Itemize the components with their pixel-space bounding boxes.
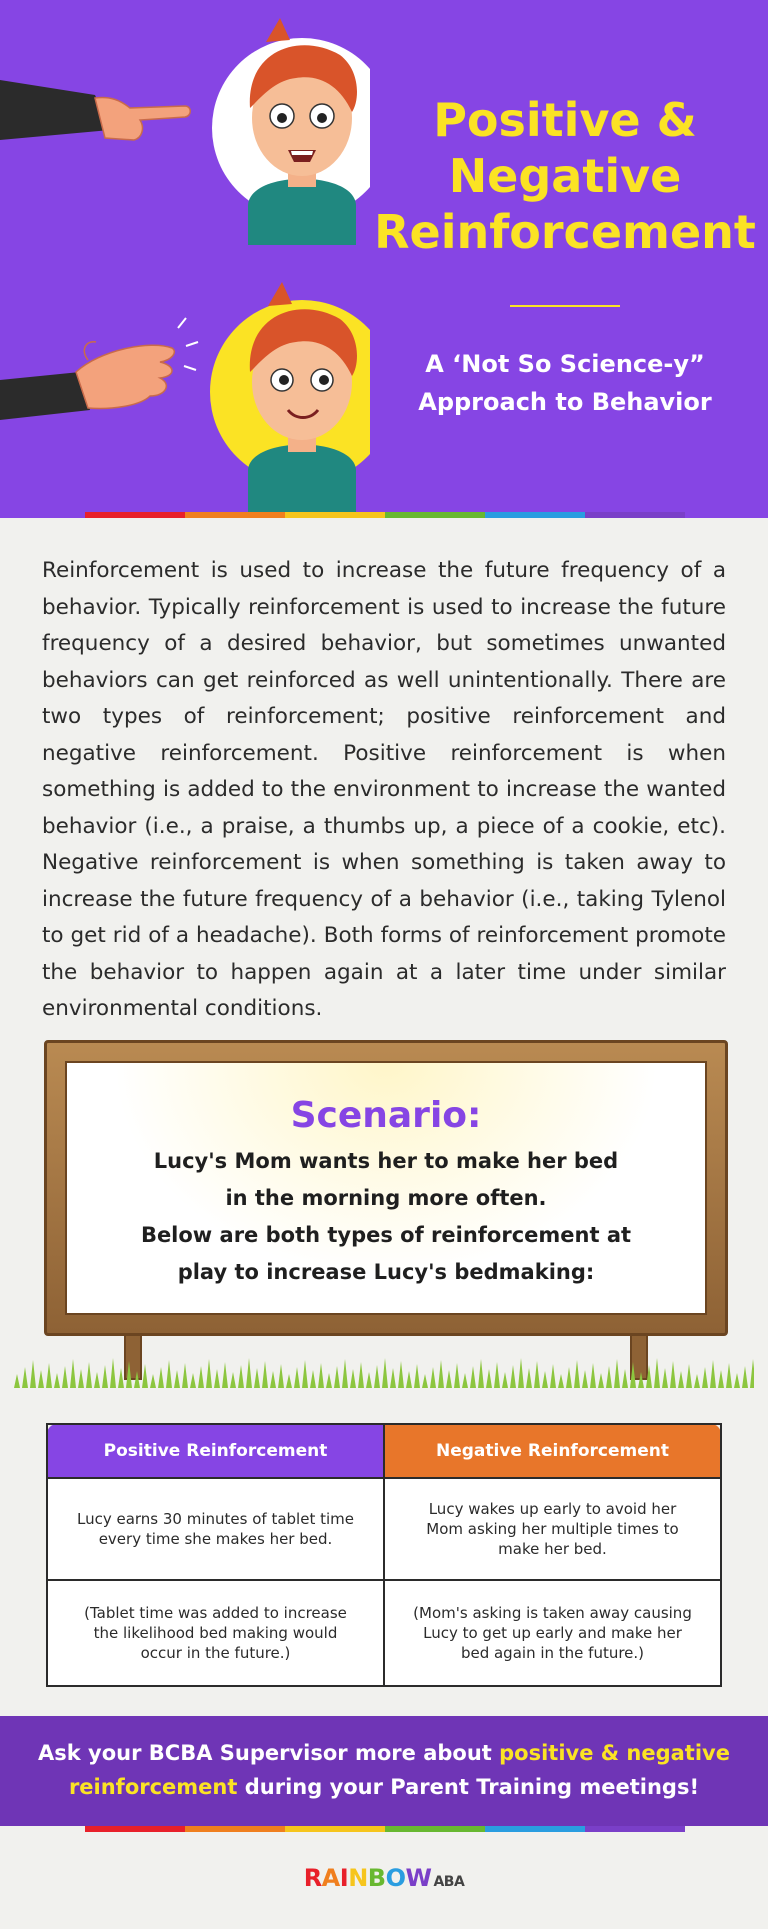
grass-icon (14, 1348, 754, 1388)
scenario-text (120, 1143, 652, 1291)
rainbow-segment (285, 1826, 385, 1832)
pointing-hand-icon (0, 80, 190, 140)
cta-text (20, 1736, 748, 1804)
cta-text-part: during your Parent Training meetings! (237, 1775, 700, 1799)
clapping-hands-icon (0, 318, 198, 420)
logo-letter: A (321, 1864, 340, 1892)
cta-text-part: Ask your BCBA Supervisor more about (38, 1741, 500, 1765)
rainbow-segment (485, 1826, 585, 1832)
rainbow-strip-bottom (85, 1826, 685, 1832)
logo-letter: N (348, 1864, 368, 1892)
scenario-line: Lucy's Mom wants her to make her bed (153, 1149, 619, 1173)
logo-letter: R (303, 1864, 322, 1892)
positive-reinforcement-header: Positive Reinforcement (47, 1424, 384, 1478)
table-cell: (Tablet time was added to increase the likelihood bed making would occur in the future.) (47, 1580, 384, 1686)
negative-reinforcement-header: Negative Reinforcement (384, 1424, 721, 1478)
logo-suffix: ABA (433, 1874, 465, 1890)
rainbow-segment (585, 512, 685, 518)
title-divider (510, 305, 620, 307)
happy-boy-icon (210, 282, 370, 518)
table-row (47, 1478, 721, 1580)
logo-letter: B (367, 1864, 386, 1892)
rainbow-segment (185, 512, 285, 518)
intro-paragraph: Reinforcement is used to increase the future frequency of a behavior. Typically reinforcement is used to increase the future frequency of a desired behavior, but sometimes unwanted behaviors can get reinforced as well unintentionally. There are two types of reinforcement; positive reinforcement and negative reinforcement. Positive reinforcement is when something is added to the environment to increase the wanted behavior (i.e., a praise, a thumbs up, a piece of a cookie, etc). Negative reinforcement is when something is taken away to increase the future frequency of a behavior (i.e., taking Tylenol to get rid of a headache). Both forms of reinforcement promote the behavior to happen again at a later time under similar environmental conditions. (42, 558, 726, 1021)
rainbow-strip-top (85, 512, 685, 518)
table-cell: Lucy earns 30 minutes of tablet time every time she makes her bed. (47, 1478, 384, 1580)
page-title: Positive & Negative Reinforcement (374, 93, 756, 259)
rainbow-segment (385, 1826, 485, 1832)
cta-highlight: positive & negative reinforcement (68, 1741, 730, 1799)
table-cell: (Mom's asking is taken away causing Lucy to get up early and make her bed again in the future.) (384, 1580, 721, 1686)
logo-letter: O (385, 1864, 406, 1892)
logo-letter: I (339, 1864, 349, 1892)
table-cell: Lucy wakes up early to avoid her Mom asking her multiple times to make her bed. (384, 1478, 721, 1580)
header-banner (0, 0, 768, 518)
page-subtitle: A ‘Not So Science-y” Approach to Behavior (418, 350, 712, 416)
rainbow-segment (385, 512, 485, 518)
table-row (47, 1580, 721, 1686)
reinforcement-table (46, 1423, 722, 1687)
scenario-line: in the morning more often. (225, 1186, 547, 1210)
rainbow-aba-logo (0, 1864, 768, 1892)
rainbow-segment (185, 1826, 285, 1832)
rainbow-segment (585, 1826, 685, 1832)
scenario-title: Scenario: (290, 1095, 482, 1136)
logo-letter: W (405, 1864, 432, 1892)
rainbow-segment (85, 1826, 185, 1832)
scenario-line: Below are both types of reinforcement at (140, 1223, 632, 1247)
scenario-line: play to increase Lucy's bedmaking: (177, 1260, 595, 1284)
rainbow-segment (285, 512, 385, 518)
anxious-boy-icon (212, 18, 370, 245)
rainbow-segment (485, 512, 585, 518)
rainbow-segment (85, 512, 185, 518)
table-header-row (47, 1424, 721, 1478)
illustration (0, 0, 370, 518)
